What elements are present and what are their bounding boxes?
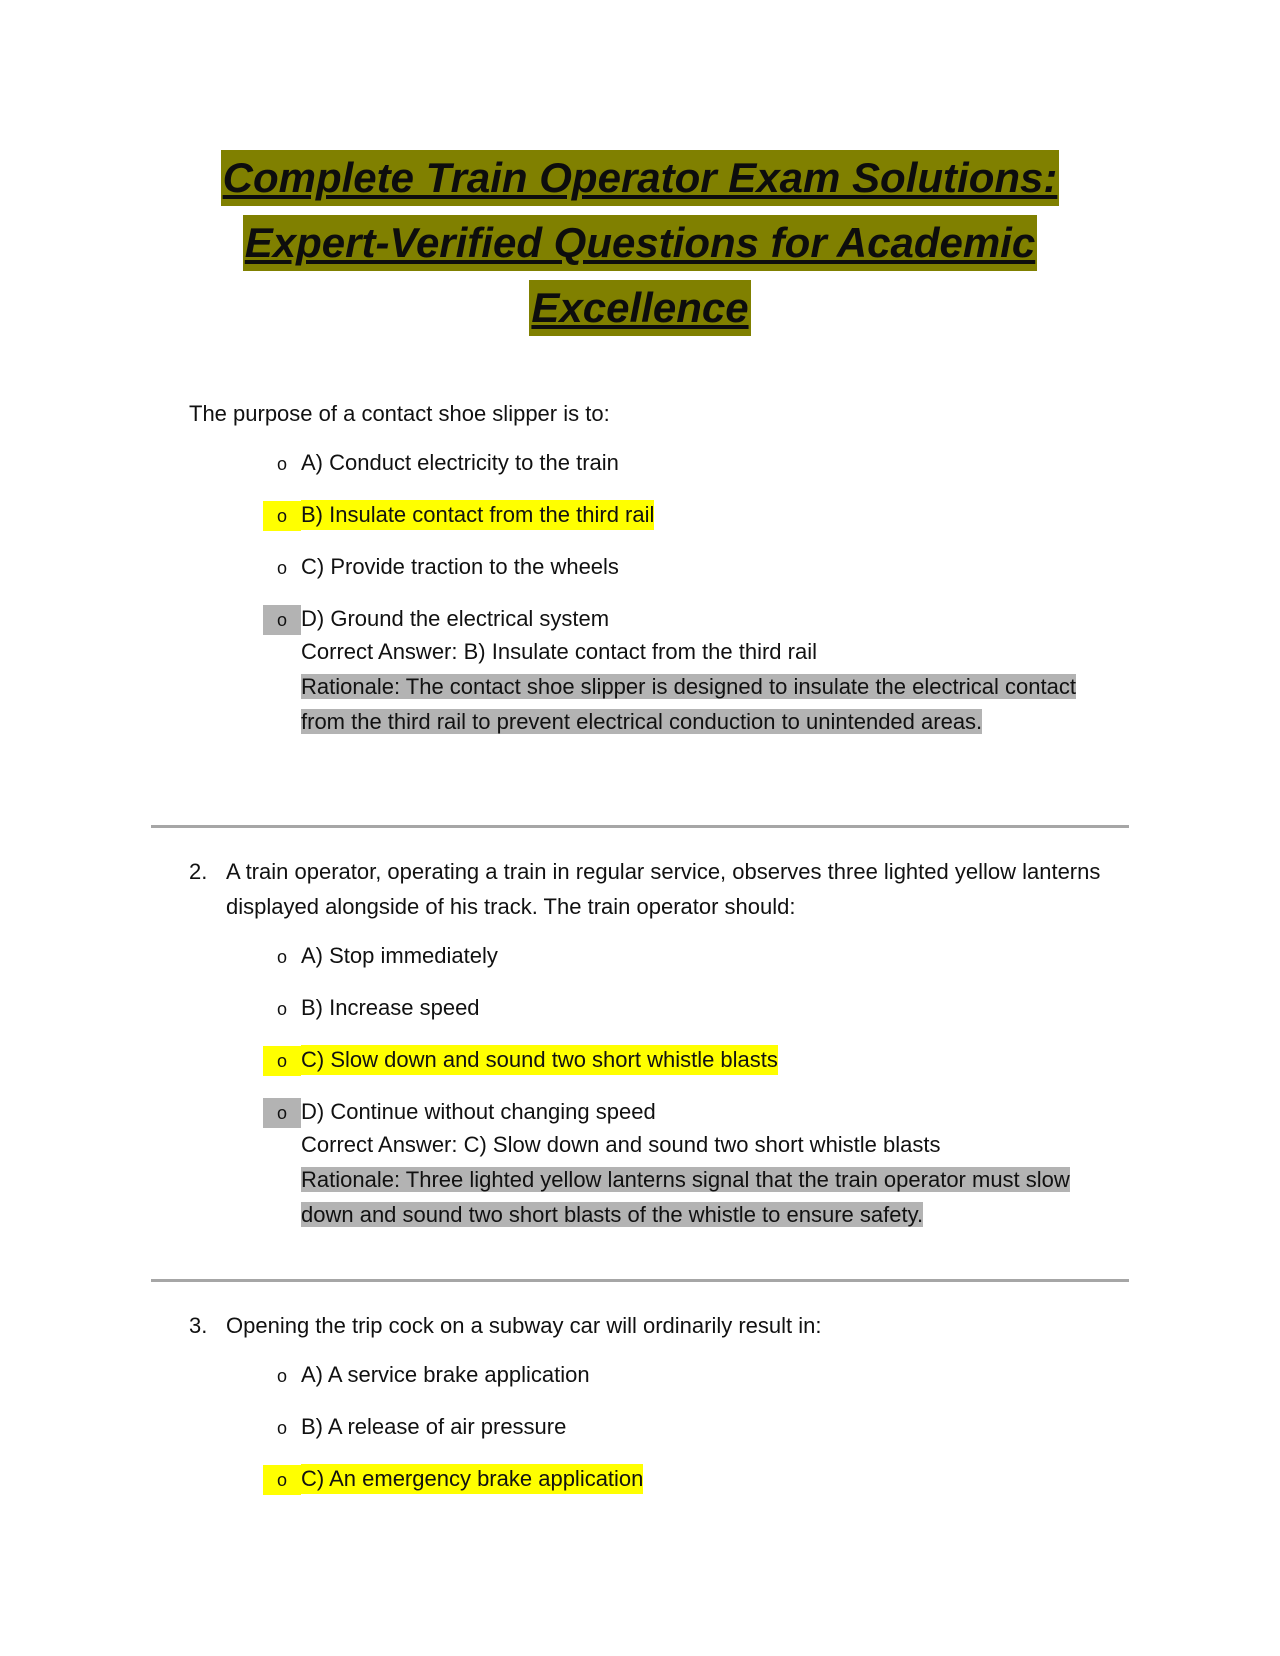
title-line-3: Excellence bbox=[529, 280, 750, 336]
title-line-1: Complete Train Operator Exam Solutions: bbox=[221, 150, 1060, 206]
bullet-icon: o bbox=[276, 999, 287, 1019]
question-2-correct-answer: Correct Answer: C) Slow down and sound two short whistle blasts bbox=[301, 1132, 941, 1157]
option-label: C) Provide traction to the wheels bbox=[301, 554, 619, 579]
question-2-option-a bbox=[263, 941, 498, 971]
question-2-text: A train operator, operating a train in regular service, observes three lighted yellow lanterns displayed alongside of his track. The train operator should: bbox=[226, 859, 1101, 919]
title-line-2: Expert-Verified Questions for Academic bbox=[243, 215, 1037, 271]
question-1-option-d bbox=[263, 604, 609, 634]
bullet-icon: o bbox=[263, 501, 301, 531]
option-label: A) Conduct electricity to the train bbox=[301, 450, 619, 475]
question-3-option-c bbox=[263, 1464, 643, 1494]
option-label: A) A service brake application bbox=[301, 1362, 590, 1387]
question-1-option-c bbox=[263, 552, 619, 582]
question-1-option-a bbox=[263, 448, 619, 478]
bullet-icon: o bbox=[276, 454, 287, 474]
option-label: B) A release of air pressure bbox=[301, 1414, 567, 1439]
question-1-option-b bbox=[263, 500, 654, 530]
rationale-text: Rationale: Three lighted yellow lanterns signal that the train operator must slow down and sound two short blasts of the whistle to ensure safety. bbox=[301, 1167, 1070, 1227]
option-label: B) Increase speed bbox=[301, 995, 480, 1020]
bullet-icon: o bbox=[276, 1366, 287, 1386]
question-1-text: The purpose of a contact shoe slipper is to: bbox=[189, 401, 610, 426]
question-2-option-c bbox=[263, 1045, 778, 1075]
option-label: C) An emergency brake application bbox=[301, 1464, 643, 1494]
question-1-correct-answer: Correct Answer: B) Insulate contact from the third rail bbox=[301, 639, 817, 664]
question-3-option-a bbox=[263, 1360, 590, 1390]
question-3-option-b bbox=[263, 1412, 566, 1442]
question-2-option-d bbox=[263, 1097, 656, 1127]
option-label: A) Stop immediately bbox=[301, 943, 498, 968]
bullet-icon: o bbox=[276, 558, 287, 578]
bullet-icon: o bbox=[263, 1098, 301, 1128]
question-3-number: 3. bbox=[189, 1313, 208, 1338]
bullet-icon: o bbox=[276, 1418, 287, 1438]
document-title bbox=[0, 150, 1280, 345]
option-label: D) Ground the electrical system bbox=[301, 606, 610, 631]
option-label: C) Slow down and sound two short whistle blasts bbox=[301, 1045, 778, 1075]
question-1-rationale bbox=[301, 669, 1101, 739]
question-2-rationale bbox=[301, 1162, 1116, 1232]
section-divider bbox=[151, 825, 1129, 828]
bullet-icon: o bbox=[263, 1046, 301, 1076]
option-label: D) Continue without changing speed bbox=[301, 1099, 656, 1124]
question-3-text: Opening the trip cock on a subway car will ordinarily result in: bbox=[226, 1313, 822, 1338]
bullet-icon: o bbox=[263, 1465, 301, 1495]
question-2-number: 2. bbox=[189, 859, 208, 884]
section-divider bbox=[151, 1279, 1129, 1282]
option-label: B) Insulate contact from the third rail bbox=[301, 500, 654, 530]
rationale-text: Rationale: The contact shoe slipper is designed to insulate the electrical contact from the third rail to prevent electrical conduction to unintended areas. bbox=[301, 674, 1076, 734]
bullet-icon: o bbox=[263, 605, 301, 635]
bullet-icon: o bbox=[276, 947, 287, 967]
question-2-option-b bbox=[263, 993, 480, 1023]
